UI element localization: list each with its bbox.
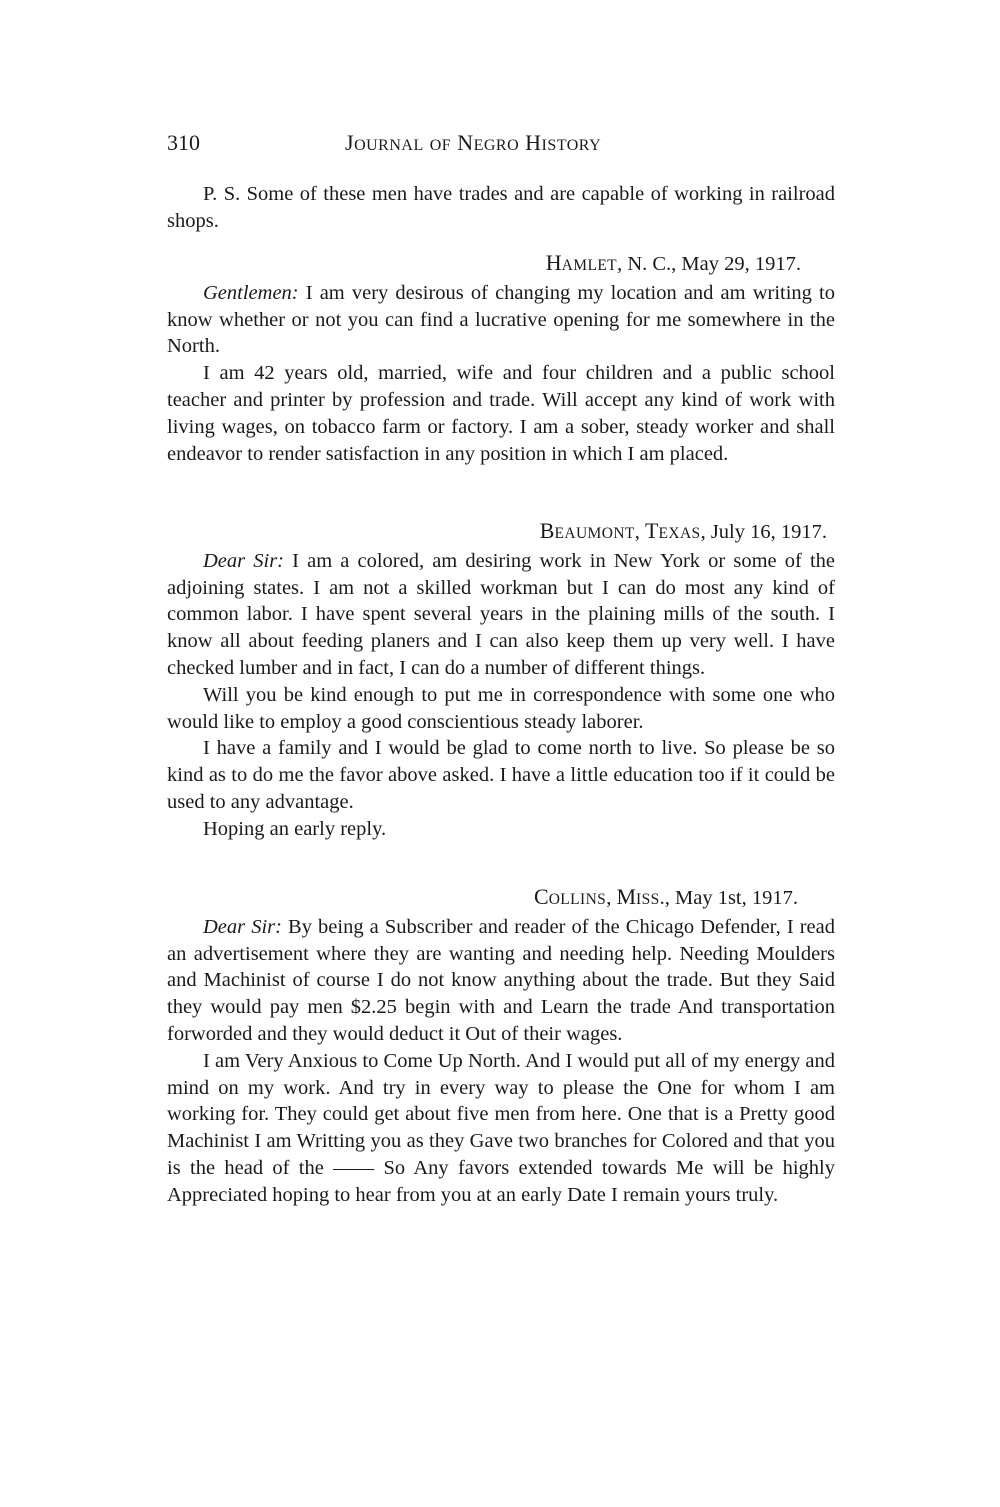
postscript — [167, 181, 835, 235]
running-title: JOURNAL OF NEGRO HISTORY — [345, 130, 602, 155]
postscript-text: P. S. Some of these men have trades and are capable of working in railroad shops. — [167, 183, 835, 232]
letter-salutation: Dear Sir: — [203, 915, 282, 938]
letter-paragraph: Gentlemen: I am very desirous of changing my location and am writing to know whether or not you can find a lucrative opening for me somewhere in the North. — [167, 281, 835, 358]
letter-paragraph: Dear Sir: I am a colored, am desiring work in New York or some of the adjoining states. I am not a skilled workman but I can do most any kind of common labor. I have spent several years in the plaining mills of the south. I know all about feeding planers and I can also keep them up very well. I have checked lumber and in fact, I can do a number of different things. — [167, 549, 835, 679]
letter-salutation: Dear Sir: — [203, 549, 285, 572]
letter-paragraph: Dear Sir: By being a Subscriber and reader of the Chicago Defender, I read an advertisement where they are wanting and needing help. Needing Moulders and Machinist of course I do not know anything about the trade. But they Said they would pay men $2.25 begin with and Learn the trade And transportation forworded and they would deduct it Out of their wages. — [167, 915, 836, 1045]
letter-hamlet — [167, 250, 835, 467]
page-number: 310 — [167, 130, 200, 155]
letter-dateline: HAMLET, N. C., May 29, 1917. — [545, 250, 801, 275]
letter-salutation: Gentlemen: — [203, 281, 299, 304]
letter-paragraph: Will you be kind enough to put me in correspondence with some one who would like to employ a good conscientious steady laborer. — [167, 683, 835, 733]
letter-paragraph: I am Very Anxious to Come Up North. And I would put all of my energy and mind on my work. And try in every way to please the One for whom I am working for. They could get about five men from here. One that is a Pretty good Machinist I am Writting you as they Gave two branches for Colored and that you is the head of the —— So Any favors extended towards Me will be highly Appreciated hoping to hear from you at an early Date I remain yours truly. — [167, 1049, 835, 1206]
letter-paragraph: I am 42 years old, married, wife and four children and a public school teacher and printer by profession and trade. Will accept any kind of work with living wages, on tobacco farm or factory. I am a sober, steady worker and shall endeavor to render satisfaction in any position in which I am placed. — [167, 362, 835, 465]
letter-dateline: COLLINS, MISS., May 1st, 1917. — [534, 884, 798, 909]
letter-dateline: BEAUMONT, TEXAS, July 16, 1917. — [539, 518, 827, 543]
letter-paragraph: Hoping an early reply. — [203, 817, 387, 840]
letter-paragraph: I have a family and I would be glad to come north to live. So please be so kind as to do me the favor above asked. I have a little education too if it could be used to any advantage. — [167, 737, 835, 813]
running-header — [167, 130, 837, 160]
letter-collins — [167, 884, 835, 1209]
letter-beaumont — [167, 518, 835, 843]
